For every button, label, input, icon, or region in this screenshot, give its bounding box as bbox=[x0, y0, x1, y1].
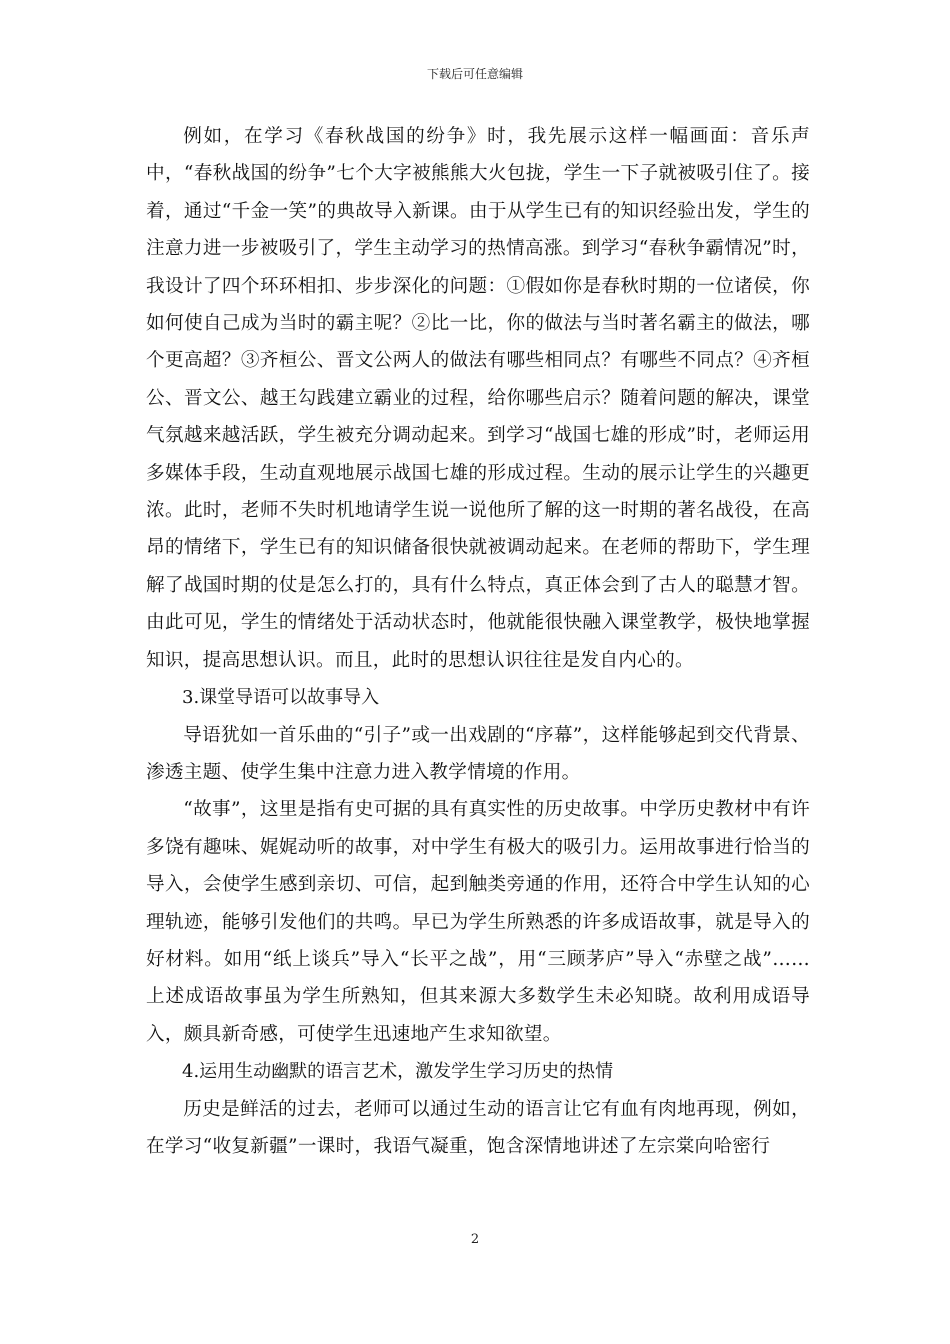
paragraph-example-spring-autumn: 例如，在学习《春秋战国的纷争》时，我先展示这样一幅画面：音乐声中，“春秋战国的纷争”七个大字被熊熊大火包拢，学生一下子就被吸引住了。接着，通过“千金一笑”的典故导入新课。由于从学生已有的知识经验出发，学生的注意力进一步被吸引了，学生主动学习的热情高涨。到学习“春秋争霸情况”时，我设计了四个环环相扣、步步深化的问题：①假如你是春秋时期的一位诸侯，你如何使自己成为当时的霸主呢？②比一比，你的做法与当时著名霸主的做法，哪个更高超？③齐桓公、晋文公两人的做法有哪些相同点？有哪些不同点？④齐桓公、晋文公、越王勾践建立霸业的过程，给你哪些启示？随着问题的解决，课堂气氛越来越活跃，学生被充分调动起来。到学习“战国七雄的形成”时，老师运用多媒体手段，生动直观地展示战国七雄的形成过程。生动的展示让学生的兴趣更浓。此时，老师不失时机地请学生说一说他所了解的这一时期的著名战役，在高昂的情绪下，学生已有的知识储备很快就被调动起来。在老师的帮助下，学生理解了战国时期的仗是怎么打的，具有什么特点，真正体会到了古人的聪慧才智。由此可见，学生的情绪处于活动状态时，他就能很快融入课堂教学，极快地掌握知识，提高思想认识。而且，此时的思想认识往往是发自内心的。 bbox=[146, 126, 810, 671]
paragraph-intro-like-prelude: 导语犹如一首乐曲的“引子”或一出戏剧的“序幕”，这样能够起到交代背景、渗透主题、使学生集中注意力进入教学情境的作用。 bbox=[146, 724, 810, 783]
section-heading-language-art: 4.运用生动幽默的语言艺术，激发学生学习历史的热情 bbox=[182, 1061, 614, 1083]
section-heading-story-intro: 3.课堂导语可以故事导入 bbox=[182, 687, 380, 709]
page-number: 2 bbox=[470, 1232, 480, 1247]
paragraph-vivid-history: 历史是鲜活的过去，老师可以通过生动的语言让它有血有肉地再现，例如，在学习“收复新疆”一课时，我语气凝重，饱含深情地讲述了左宗棠向哈密行 bbox=[146, 1098, 810, 1157]
page-header: 下载后可任意编辑 bbox=[426, 67, 523, 81]
paragraph-historical-stories: “故事”，这里是指有史可据的具有真实性的历史故事。中学历史教材中有许多饶有趣味、娓娓动听的故事，对中学生有极大的吸引力。运用故事进行恰当的导入，会使学生感到亲切、可信，起到触类旁通的作用，还符合中学生认知的心理轨迹，能够引发他们的共鸣。早已为学生所熟悉的许多成语故事，就是导入的好材料。如用“纸上谈兵”导入“长平之战”，用“三顾茅庐”导入“赤壁之战”……上述成语故事虽为学生所熟知，但其来源大多数学生未必知晓。故利用成语导入，颇具新奇感，可使学生迅速地产生求知欲望。 bbox=[146, 799, 810, 1045]
document-body bbox=[146, 118, 810, 1165]
